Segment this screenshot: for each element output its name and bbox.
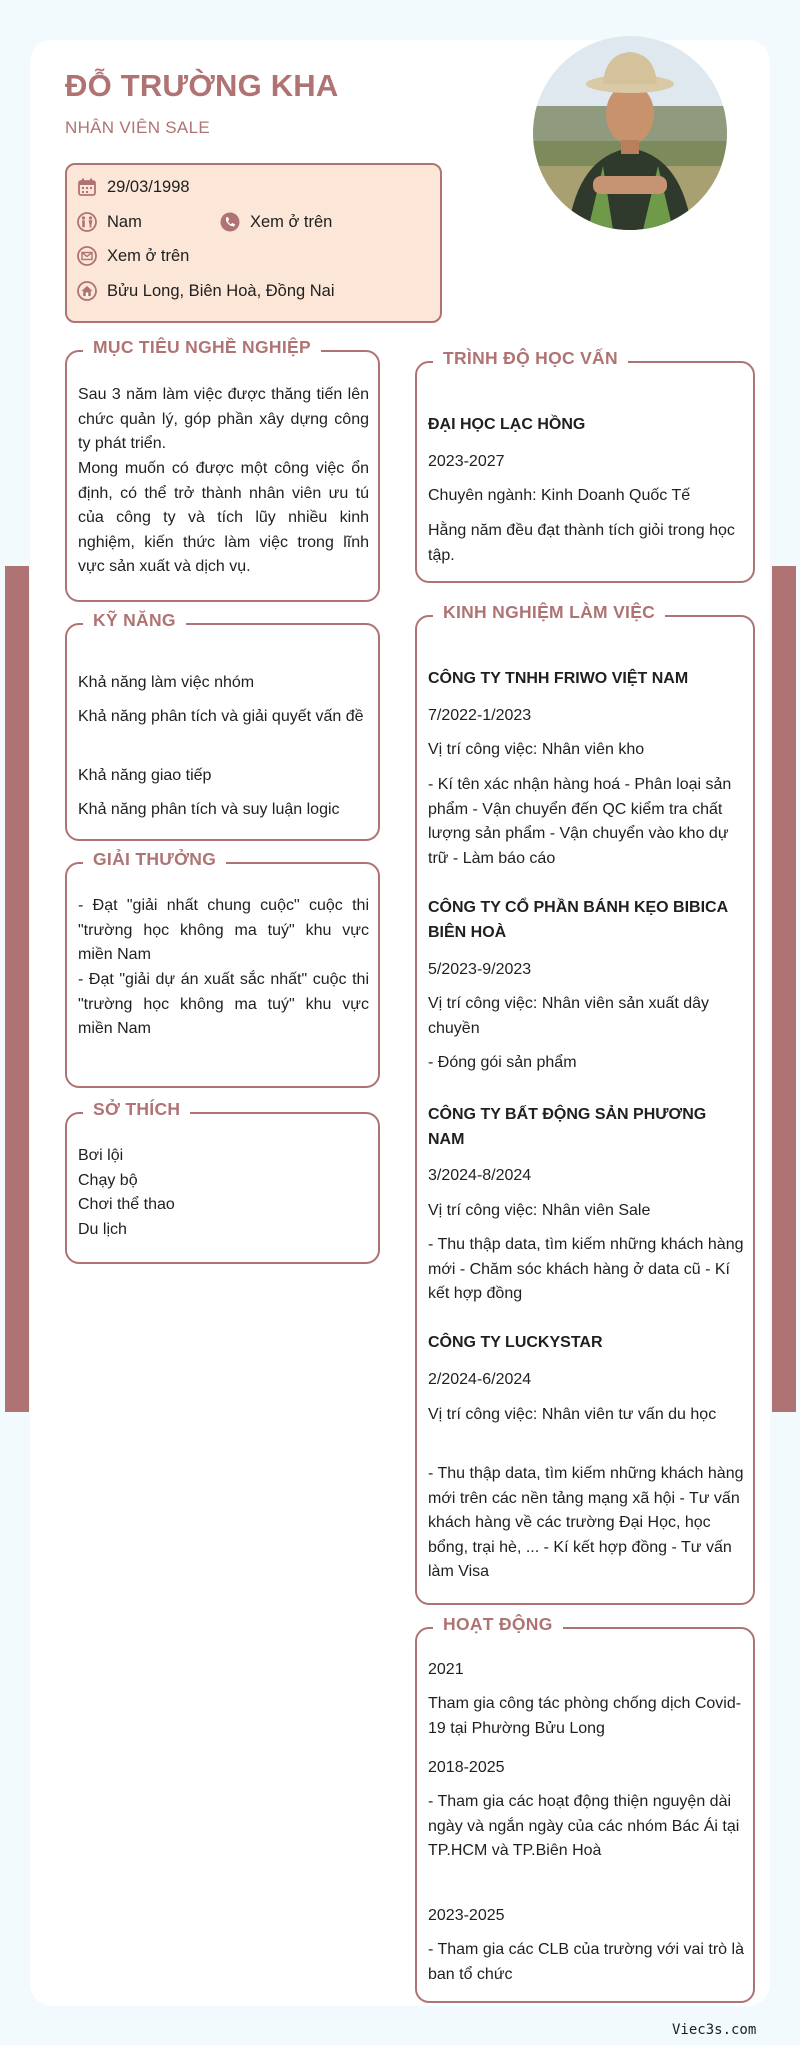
contact-box: [65, 163, 442, 323]
skills-title: KỸ NĂNG: [83, 610, 186, 631]
address-value: Bửu Long, Biên Hoà, Đồng Nai: [107, 281, 335, 300]
hobby-item: Chạy bộ: [78, 1172, 138, 1189]
job-tasks: - Thu thập data, tìm kiếm những khách hàng mới trên các nền tảng mạng xã hội - Tư vấn khách hàng về các trường Đại Học, học bổng, trại hè, ... - Kí kết hợp đồng - Tư vấn làm Visa: [428, 1465, 744, 1580]
experience-section: [415, 602, 755, 1605]
watermark: Viec3s.com: [672, 2022, 757, 2038]
education-period: 2023-2027: [428, 453, 505, 470]
left-accent-band: [5, 566, 29, 1412]
phone-row: [220, 212, 332, 232]
activities-section: [415, 1614, 755, 2003]
job-period: 5/2023-9/2023: [428, 961, 532, 978]
avatar: [533, 36, 727, 230]
gender-value: Nam: [107, 212, 142, 231]
company-name: CÔNG TY LUCKYSTAR: [428, 1334, 603, 1351]
company-name: CÔNG TY BẤT ĐỘNG SẢN PHƯƠNG NAM: [428, 1106, 707, 1148]
company-name: CÔNG TY TNHH FRIWO VIỆT NAM: [428, 670, 689, 687]
job-position: Vị trí công việc: Nhân viên tư vấn du học: [428, 1406, 717, 1423]
objective-paragraph-1: Sau 3 năm làm việc được thăng tiến lên chức quản lý, góp phần xây dựng công ty phát triển.: [78, 386, 369, 452]
skill-item: Khả năng phân tích và suy luận logic: [78, 801, 340, 818]
activity-desc: - Tham gia các CLB của trường với vai trò là ban tổ chức: [428, 1941, 744, 1983]
job-period: 2/2024-6/2024: [428, 1371, 532, 1388]
job-tasks: - Thu thập data, tìm kiếm những khách hàng mới - Chăm sóc khách hàng ở data cũ - Kí kết hợp đồng: [428, 1236, 744, 1302]
activity-period: 2021: [428, 1661, 464, 1678]
job-tasks: - Đóng gói sản phẩm: [428, 1054, 577, 1071]
school-name: ĐẠI HỌC LẠC HỒNG: [428, 416, 586, 433]
job-title: NHÂN VIÊN SALE: [65, 118, 210, 137]
education-section: [415, 348, 755, 583]
hobbies-section: [65, 1099, 380, 1264]
objective-title: MỤC TIÊU NGHỀ NGHIỆP: [83, 337, 321, 358]
job-tasks: - Kí tên xác nhận hàng hoá - Phân loại sản phẩm - Vận chuyển đến QC kiểm tra chất lượng sản phẩm - Vận chuyển vào kho dự trữ - Làm báo cáo: [428, 776, 732, 867]
gender-row: [77, 212, 142, 232]
email-icon: [77, 246, 97, 266]
job-position: Vị trí công việc: Nhân viên kho: [428, 741, 645, 758]
candidate-name: ĐỖ TRƯỜNG KHA: [65, 68, 339, 103]
birthday-value: 29/03/1998: [107, 177, 190, 196]
activity-period: 2023-2025: [428, 1907, 505, 1924]
education-major: Chuyên ngành: Kinh Doanh Quốc Tế: [428, 487, 691, 504]
award-item: - Đạt "giải nhất chung cuộc" cuộc thi "trường học không ma tuý" khu vực miền Nam: [78, 897, 369, 963]
activities-title: HOẠT ĐỘNG: [433, 1614, 563, 1635]
experience-title: KINH NGHIỆM LÀM VIỆC: [433, 602, 665, 623]
awards-section: [65, 849, 380, 1088]
phone-value: Xem ở trên: [250, 212, 333, 231]
hobby-item: Du lịch: [78, 1221, 127, 1238]
calendar-icon: [77, 177, 97, 197]
skill-item: Khả năng làm việc nhóm: [78, 674, 255, 691]
activity-desc: Tham gia công tác phòng chống dịch Covid-19 tại Phường Bửu Long: [428, 1695, 742, 1737]
right-accent-band: [772, 566, 796, 1412]
home-icon: [77, 281, 97, 301]
skills-section: [65, 610, 380, 841]
birthday-row: [77, 177, 190, 197]
address-row: [77, 281, 335, 301]
hobby-item: Bơi lội: [78, 1147, 124, 1164]
company-name: CÔNG TY CỔ PHẦN BÁNH KẸO BIBICA BIÊN HOÀ: [428, 899, 728, 941]
job-position: Vị trí công việc: Nhân viên sản xuất dây chuyền: [428, 995, 710, 1037]
objective-section: [65, 337, 380, 602]
education-note: Hằng năm đều đạt thành tích giỏi trong học tập.: [428, 522, 735, 564]
skill-item: Khả năng giao tiếp: [78, 767, 212, 784]
skill-item: Khả năng phân tích và giải quyết vấn đề: [78, 708, 364, 725]
activity-desc: - Tham gia các hoạt động thiện nguyện dài ngày và ngắn ngày của các nhóm Bác Ái tại TP.HCM và TP.Biên Hoà: [428, 1793, 740, 1859]
objective-paragraph-2: Mong muốn có được một công việc ổn định, có thể trở thành nhân viên ưu tú của công ty và tích lũy nhiều kinh nghiệm, kiến thức làm việc trong lĩnh vực sản xuất và dịch vụ.: [78, 460, 369, 575]
gender-icon: [77, 212, 97, 232]
email-row: [77, 246, 189, 266]
education-title: TRÌNH ĐỘ HỌC VẤN: [433, 348, 628, 369]
hobbies-title: SỞ THÍCH: [83, 1099, 190, 1120]
email-value: Xem ở trên: [107, 246, 190, 265]
award-item: - Đạt "giải dự án xuất sắc nhất" cuộc thi "trường học không ma tuý" khu vực miền Nam: [78, 971, 369, 1037]
job-period: 3/2024-8/2024: [428, 1167, 532, 1184]
awards-title: GIẢI THƯỞNG: [83, 849, 226, 870]
hobby-item: Chơi thể thao: [78, 1196, 175, 1213]
activity-period: 2018-2025: [428, 1759, 505, 1776]
phone-icon: [220, 212, 240, 232]
job-position: Vị trí công việc: Nhân viên Sale: [428, 1202, 651, 1219]
job-period: 7/2022-1/2023: [428, 707, 532, 724]
